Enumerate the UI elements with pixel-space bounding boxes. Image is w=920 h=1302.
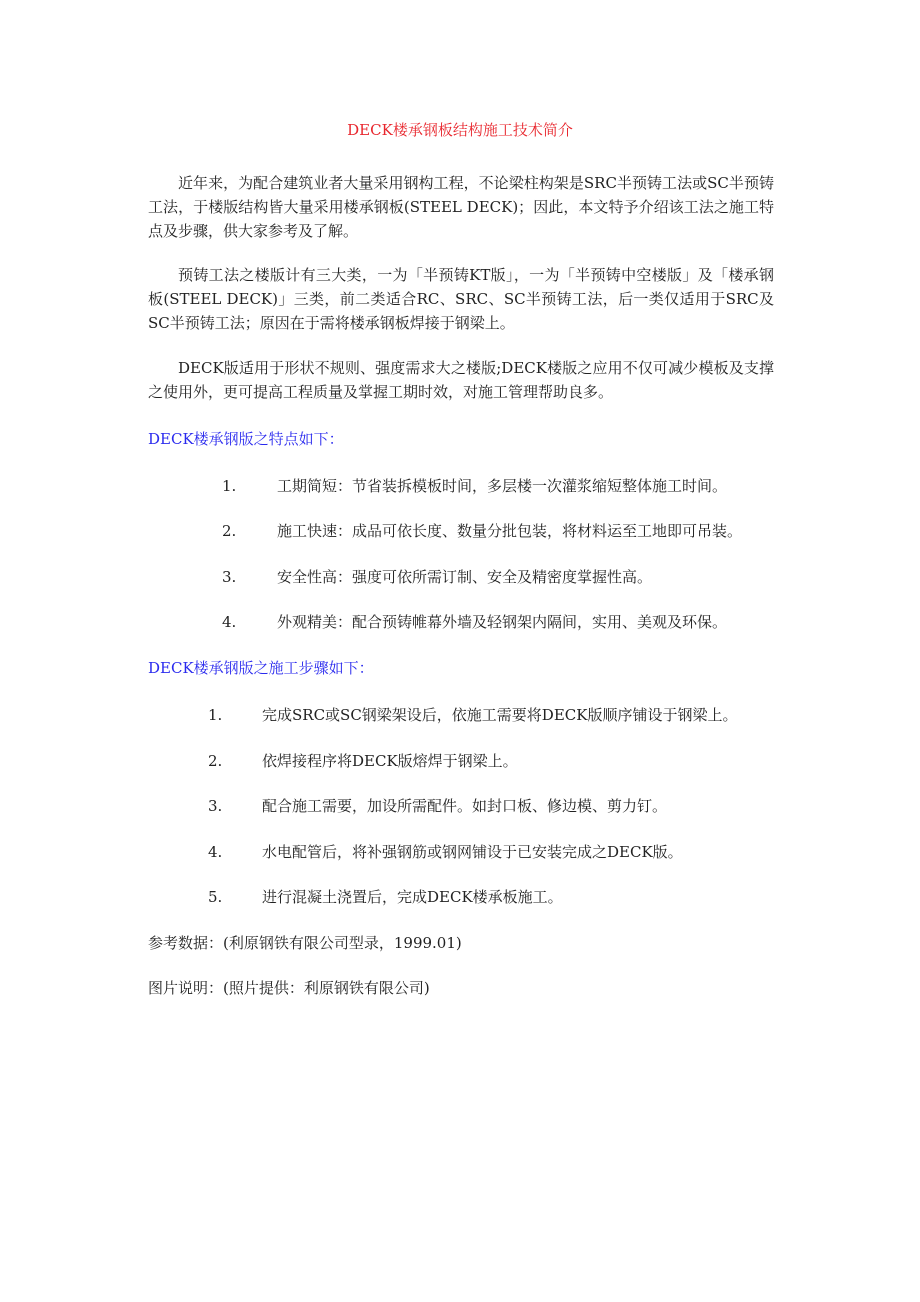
list-text: 水电配管后，将补强钢筋或钢网铺设于已安装完成之DECK版。: [262, 843, 683, 861]
list-number: 4.: [208, 843, 223, 861]
list-number: 1.: [208, 706, 223, 724]
document-title: DECK楼承钢板结构施工技术简介: [347, 121, 573, 139]
list-number: 2.: [222, 522, 237, 540]
figure-note: 图片说明：(照片提供：利原钢铁有限公司): [148, 979, 430, 997]
list-number: 3.: [208, 797, 223, 815]
steps-heading: DECK楼承钢版之施工步骤如下：: [148, 659, 374, 677]
list-text: 依焊接程序将DECK版熔焊于钢梁上。: [262, 752, 518, 770]
list-text: 完成SRC或SC钢梁架设后，依施工需要将DECK版顺序铺设于钢梁上。: [262, 706, 738, 724]
paragraph-intro: 近年来，为配合建筑业者大量采用钢构工程，不论梁柱构架是SRC半预铸工法或SC半预铸工法，于楼版结构皆大量采用楼承钢板(STEEL DECK)；因此，本文特予介绍该工法之施工特点及步骤，供大家参考及了解。: [148, 174, 774, 240]
list-number: 5.: [208, 888, 223, 906]
list-text: 工期简短：节省装拆模板时间，多层楼一次灌浆缩短整体施工时间。: [277, 477, 728, 495]
list-text: 外观精美：配合预铸帷幕外墙及轻钢架内隔间，实用、美观及环保。: [277, 613, 728, 631]
list-text: 配合施工需要，加设所需配件。如封口板、修边模、剪力钉。: [262, 797, 668, 815]
reference-note: 参考数据：(利原钢铁有限公司型录，1999.01): [148, 934, 462, 952]
list-number: 4.: [222, 613, 237, 631]
list-text: 进行混凝土浇置后，完成DECK楼承板施工。: [262, 888, 563, 906]
list-number: 3.: [222, 568, 237, 586]
list-text: 安全性高：强度可依所需订制、安全及精密度掌握性高。: [277, 568, 653, 586]
paragraph-application: DECK版适用于形状不规则、强度需求大之楼版;DECK楼版之应用不仅可减少模板及支撑之使用外，更可提高工程质量及掌握工期时效，对施工管理帮助良多。: [148, 359, 774, 401]
paragraph-types: 预铸工法之楼版计有三大类，一为「半预铸KT版」，一为「半预铸中空楼版」及「楼承钢板(STEEL DECK)」三类，前二类适合RC、SRC、SC半预铸工法，后一类仅适用于SRC及SC半预铸工法；原因在于需将楼承钢板焊接于钢梁上。: [148, 266, 774, 332]
list-number: 2.: [208, 752, 223, 770]
list-number: 1.: [222, 477, 237, 495]
list-text: 施工快速：成品可依长度、数量分批包装，将材料运至工地即可吊装。: [277, 522, 743, 540]
features-heading: DECK楼承钢版之特点如下：: [148, 430, 344, 448]
